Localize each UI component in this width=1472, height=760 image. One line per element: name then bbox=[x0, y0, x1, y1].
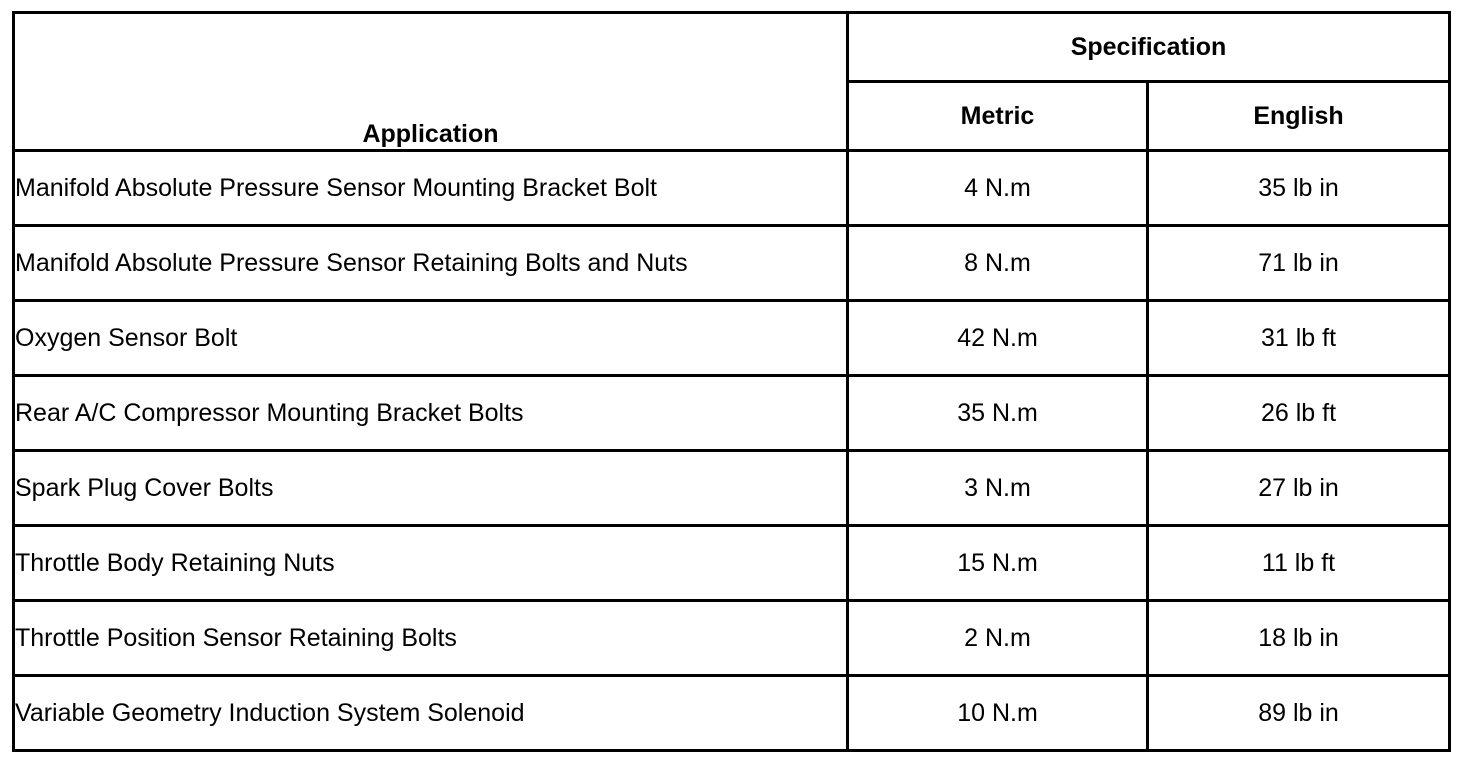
application-cell: Throttle Body Retaining Nuts bbox=[14, 526, 848, 601]
table-row bbox=[14, 526, 1450, 601]
english-column-header: English bbox=[1148, 82, 1450, 151]
metric-cell: 42 N.m bbox=[848, 301, 1148, 376]
header-row bbox=[14, 13, 1450, 82]
specification-column-header: Specification bbox=[848, 13, 1450, 82]
table-row bbox=[14, 451, 1450, 526]
metric-column-header: Metric bbox=[848, 82, 1148, 151]
application-column-header: Application bbox=[14, 13, 848, 151]
application-cell: Rear A/C Compressor Mounting Bracket Bolts bbox=[14, 376, 848, 451]
application-cell: Spark Plug Cover Bolts bbox=[14, 451, 848, 526]
metric-cell: 35 N.m bbox=[848, 376, 1148, 451]
table-row bbox=[14, 601, 1450, 676]
application-cell: Manifold Absolute Pressure Sensor Retaining Bolts and Nuts bbox=[14, 226, 848, 301]
application-cell: Oxygen Sensor Bolt bbox=[14, 301, 848, 376]
metric-cell: 15 N.m bbox=[848, 526, 1148, 601]
table-body bbox=[14, 151, 1450, 751]
table-header bbox=[14, 13, 1450, 151]
application-cell: Manifold Absolute Pressure Sensor Mounting Bracket Bolt bbox=[14, 151, 848, 226]
table-row bbox=[14, 151, 1450, 226]
english-cell: 35 lb in bbox=[1148, 151, 1450, 226]
table-row bbox=[14, 676, 1450, 751]
english-cell: 18 lb in bbox=[1148, 601, 1450, 676]
table-row bbox=[14, 226, 1450, 301]
english-cell: 31 lb ft bbox=[1148, 301, 1450, 376]
application-cell: Variable Geometry Induction System Solenoid bbox=[14, 676, 848, 751]
english-cell: 26 lb ft bbox=[1148, 376, 1450, 451]
metric-cell: 4 N.m bbox=[848, 151, 1148, 226]
english-cell: 11 lb ft bbox=[1148, 526, 1450, 601]
metric-cell: 3 N.m bbox=[848, 451, 1148, 526]
application-cell: Throttle Position Sensor Retaining Bolts bbox=[14, 601, 848, 676]
english-cell: 89 lb in bbox=[1148, 676, 1450, 751]
specification-table bbox=[12, 11, 1451, 752]
english-cell: 27 lb in bbox=[1148, 451, 1450, 526]
metric-cell: 2 N.m bbox=[848, 601, 1148, 676]
metric-cell: 10 N.m bbox=[848, 676, 1148, 751]
metric-cell: 8 N.m bbox=[848, 226, 1148, 301]
table-row bbox=[14, 376, 1450, 451]
english-cell: 71 lb in bbox=[1148, 226, 1450, 301]
table-row bbox=[14, 301, 1450, 376]
